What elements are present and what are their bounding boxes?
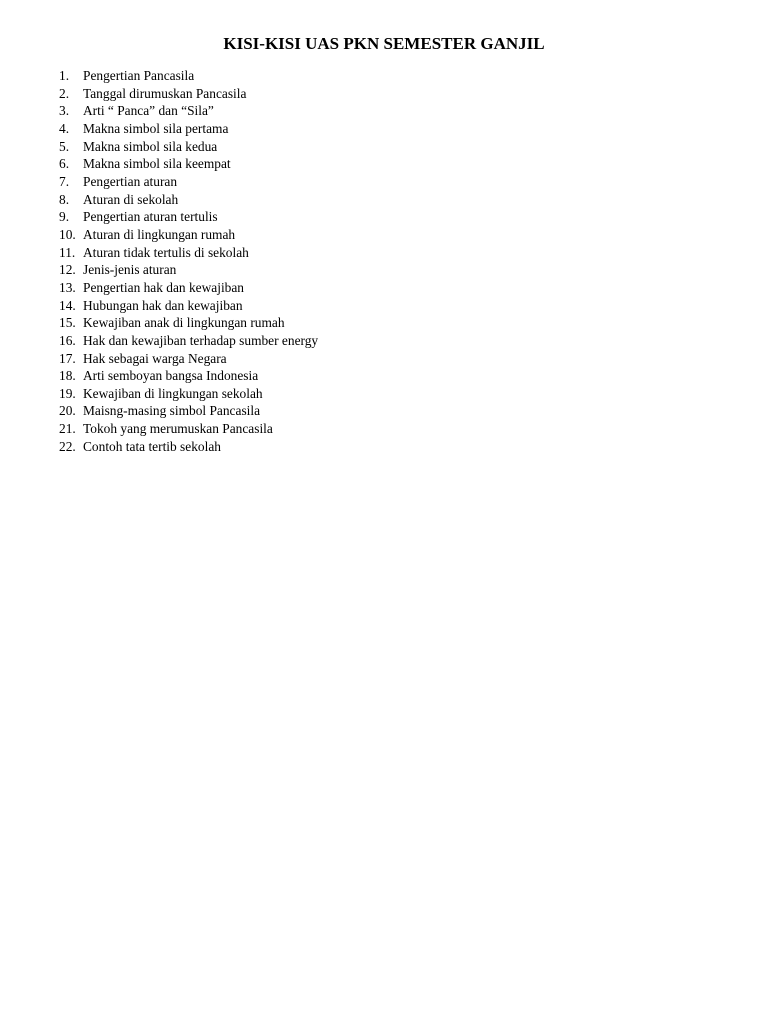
item-number: 2. xyxy=(59,85,70,101)
list-item xyxy=(59,279,318,297)
list-item xyxy=(59,226,318,244)
list-item xyxy=(59,244,318,262)
item-text: Pengertian aturan xyxy=(83,173,178,189)
item-number: 10. xyxy=(59,226,76,242)
list-item xyxy=(59,438,318,456)
item-text: Pengertian hak dan kewajiban xyxy=(83,279,245,295)
list-item xyxy=(59,402,318,420)
list-item xyxy=(59,367,318,385)
item-text: Aturan tidak tertulis di sekolah xyxy=(83,244,249,260)
list-item xyxy=(59,261,318,279)
item-text: Kewajiban anak di lingkungan rumah xyxy=(83,315,285,331)
list-item xyxy=(59,385,318,403)
list-item xyxy=(59,314,318,332)
item-number: 15. xyxy=(59,315,76,331)
item-text: Jenis-jenis aturan xyxy=(83,262,177,278)
item-text: Kewajiban di lingkungan sekolah xyxy=(83,385,263,401)
item-number: 14. xyxy=(59,297,76,313)
item-number: 3. xyxy=(59,103,70,119)
item-text: Makna simbol sila pertama xyxy=(83,120,229,136)
item-number: 21. xyxy=(59,421,76,437)
item-number: 8. xyxy=(59,191,70,207)
list-item xyxy=(59,173,318,191)
item-text: Makna simbol sila kedua xyxy=(83,138,218,154)
item-text: Arti “ Panca” dan “Sila” xyxy=(83,103,214,119)
item-number: 20. xyxy=(59,403,76,419)
list-item xyxy=(59,420,318,438)
list-item xyxy=(59,332,318,350)
list-item xyxy=(59,120,318,138)
item-number: 9. xyxy=(59,209,70,225)
item-number: 12. xyxy=(59,262,76,278)
item-text: Arti semboyan bangsa Indonesia xyxy=(83,368,259,384)
list-item xyxy=(59,138,318,156)
item-number: 1. xyxy=(59,68,70,83)
item-number: 16. xyxy=(59,332,76,348)
document-title: KISI-KISI UAS PKN SEMESTER GANJIL xyxy=(223,34,545,53)
item-text: Aturan di lingkungan rumah xyxy=(83,226,236,242)
item-number: 18. xyxy=(59,368,76,384)
item-number: 11. xyxy=(59,244,76,260)
item-number: 7. xyxy=(59,173,70,189)
list-item xyxy=(59,102,318,120)
item-text: Tanggal dirumuskan Pancasila xyxy=(83,85,247,101)
item-text: Aturan di sekolah xyxy=(83,191,179,207)
item-text: Maisng-masing simbol Pancasila xyxy=(83,403,261,419)
list-item xyxy=(59,208,318,226)
item-number: 19. xyxy=(59,385,76,401)
item-number: 5. xyxy=(59,138,70,154)
item-text: Pengertian aturan tertulis xyxy=(83,209,218,225)
list-item xyxy=(59,191,318,209)
list-item xyxy=(59,67,318,85)
list-item xyxy=(59,155,318,173)
list-item xyxy=(59,350,318,368)
topic-list xyxy=(59,67,318,455)
item-number: 22. xyxy=(59,438,76,454)
item-number: 6. xyxy=(59,156,70,172)
item-text: Hubungan hak dan kewajiban xyxy=(83,297,243,313)
item-text: Pengertian Pancasila xyxy=(83,68,195,83)
item-text: Tokoh yang merumuskan Pancasila xyxy=(83,421,273,437)
item-text: Makna simbol sila keempat xyxy=(83,156,231,172)
item-number: 17. xyxy=(59,350,76,366)
item-text: Hak sebagai warga Negara xyxy=(83,350,227,366)
item-number: 4. xyxy=(59,120,70,136)
list-item xyxy=(59,297,318,315)
list-item xyxy=(59,85,318,103)
item-text: Hak dan kewajiban terhadap sumber energy xyxy=(83,332,319,348)
item-number: 13. xyxy=(59,279,76,295)
item-text: Contoh tata tertib sekolah xyxy=(83,438,221,454)
